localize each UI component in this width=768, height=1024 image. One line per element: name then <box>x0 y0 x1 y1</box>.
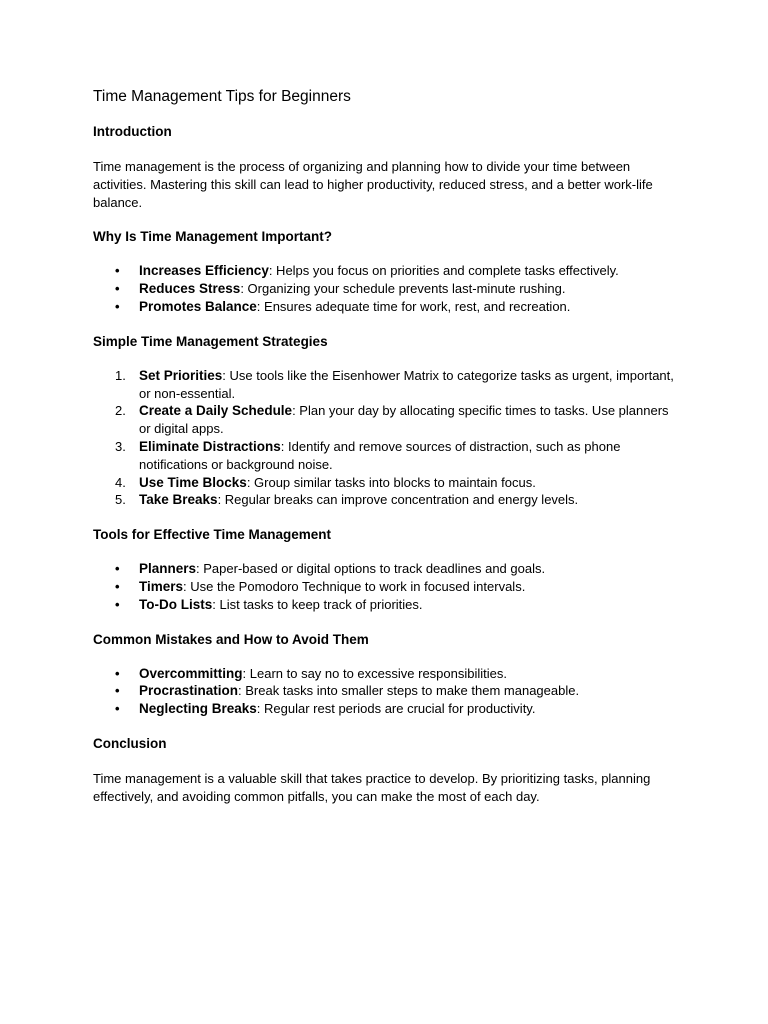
mistakes-heading: Common Mistakes and How to Avoid Them <box>93 631 369 647</box>
list-item <box>93 474 683 492</box>
list-item-text: : Group similar tasks into blocks to maintain focus. <box>246 474 536 490</box>
list-item <box>93 280 683 298</box>
list-item <box>93 560 683 578</box>
list-item-term: Planners <box>139 561 197 577</box>
conclusion-paragraph: Time management is a valuable skill that takes practice to develop. By prioritizing tasks, planning effectively, and avoiding common pitfalls, you can make the most of each day. <box>93 770 651 804</box>
list-item-text: : Break tasks into smaller steps to make them manageable. <box>238 683 580 699</box>
bullet-icon: • <box>115 578 120 594</box>
list-item-text: : Helps you focus on priorities and complete tasks effectively. <box>268 263 619 279</box>
list-item <box>93 262 683 280</box>
bullet-icon: • <box>115 683 120 699</box>
list-item-term: Overcommitting <box>139 665 243 681</box>
bullet-icon: • <box>115 701 120 717</box>
list-item-text: : Use the Pomodoro Technique to work in focused intervals. <box>183 578 526 594</box>
bullet-icon: • <box>115 596 120 612</box>
mistakes-list <box>93 665 683 718</box>
list-item-text: : Plan your day by allocating specific times to tasks. Use planners or digital apps. <box>139 403 669 437</box>
document-title: Time Management Tips for Beginners <box>93 88 351 105</box>
list-item <box>93 700 683 718</box>
list-item <box>93 298 683 316</box>
list-item-text: : Organizing your schedule prevents last-minute rushing. <box>240 281 566 297</box>
importance-list <box>93 262 683 315</box>
list-item-text: : Regular rest periods are crucial for productivity. <box>256 701 536 717</box>
list-number: 3. <box>115 438 126 454</box>
list-number: 2. <box>115 403 126 419</box>
list-item-term: Use Time Blocks <box>139 474 247 490</box>
list-item-term: Take Breaks <box>139 492 218 508</box>
list-number: 5. <box>115 492 126 508</box>
list-item <box>93 402 683 438</box>
list-item <box>93 491 683 509</box>
bullet-icon: • <box>115 281 120 297</box>
list-item-term: Create a Daily Schedule <box>139 403 293 419</box>
list-item <box>93 665 683 683</box>
strategies-list <box>93 367 683 509</box>
introduction-paragraph: Time management is the process of organizing and planning how to divide your time between activities. Mastering this skill can lead to higher productivity, reduced stress, and a better work-life balance. <box>93 159 653 210</box>
introduction-heading: Introduction <box>93 124 172 139</box>
tools-list <box>93 560 683 613</box>
list-item-term: Promotes Balance <box>139 298 257 314</box>
list-item-term: Eliminate Distractions <box>139 438 281 454</box>
list-item-text: : Paper-based or digital options to track deadlines and goals. <box>196 561 546 577</box>
list-item-text: : List tasks to keep track of priorities. <box>212 596 423 612</box>
list-item <box>93 682 683 700</box>
list-item <box>93 596 683 614</box>
document-page <box>93 86 683 806</box>
bullet-icon: • <box>115 263 120 279</box>
conclusion-heading: Conclusion <box>93 735 167 751</box>
list-item-text: : Learn to say no to excessive responsibilities. <box>242 665 507 681</box>
list-item-text: : Regular breaks can improve concentration and energy levels. <box>217 492 579 508</box>
list-number: 4. <box>115 474 126 490</box>
list-item-term: Reduces Stress <box>139 281 241 297</box>
list-number: 1. <box>115 367 126 383</box>
bullet-icon: • <box>115 665 120 681</box>
list-item-term: Neglecting Breaks <box>139 701 257 717</box>
list-item-text: : Use tools like the Eisenhower Matrix to categorize tasks as urgent, important, or non-essential. <box>139 367 674 401</box>
list-item <box>93 438 683 474</box>
list-item-text: : Ensures adequate time for work, rest, and recreation. <box>256 298 571 314</box>
list-item-term: To-Do Lists <box>139 596 213 612</box>
list-item-term: Set Priorities <box>139 367 223 383</box>
list-item-term: Procrastination <box>139 683 239 699</box>
strategies-heading: Simple Time Management Strategies <box>93 333 328 349</box>
list-item <box>93 367 683 403</box>
list-item <box>93 578 683 596</box>
bullet-icon: • <box>115 561 120 577</box>
bullet-icon: • <box>115 298 120 314</box>
list-item-text: : Identify and remove sources of distraction, such as phone notifications or background noise. <box>139 438 621 472</box>
list-item-term: Timers <box>139 578 184 594</box>
tools-heading: Tools for Effective Time Management <box>93 527 332 543</box>
list-item-term: Increases Efficiency <box>139 263 269 279</box>
importance-heading: Why Is Time Management Important? <box>93 229 333 245</box>
